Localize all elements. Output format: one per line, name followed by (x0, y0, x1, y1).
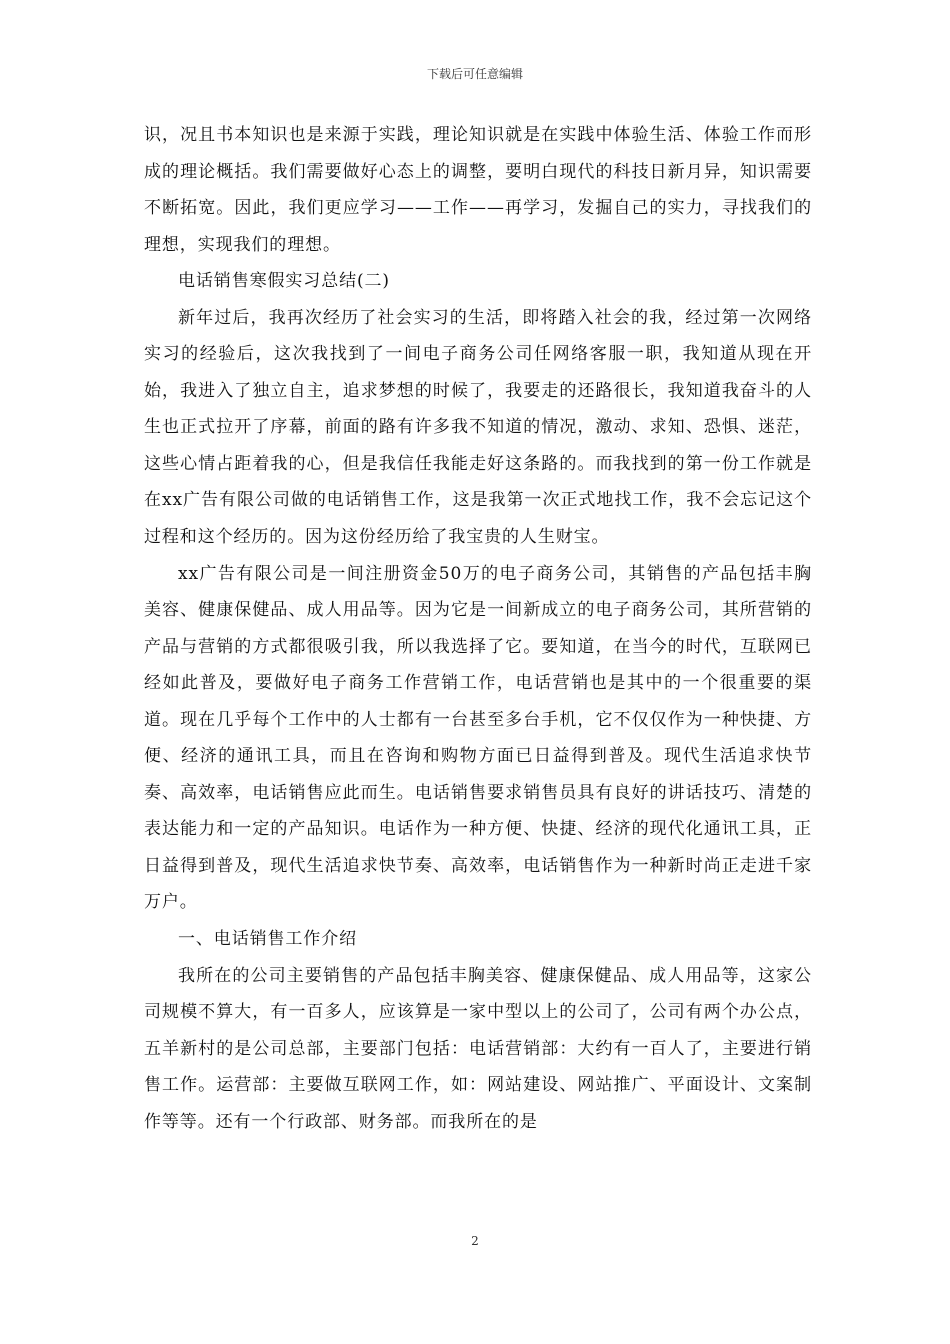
section-title: 电话销售寒假实习总结(二) (178, 271, 390, 292)
paragraph: 新年过后，我再次经历了社会实习的生活，即将踏入社会的我，经过第一次网络实习的经验后，这次我找到了一间电子商务公司任网络客服一职，我知道从现在开始，我进入了独立自主，追求梦想的时候了，我要走的还路很长，我知道我奋斗的人生也正式拉开了序幕，前面的路有许多我不知道的情况，激动、求知、恐惧、迷茫，这些心情占距着我的心，但是我信任我能走好这条路的。而我找到的第一份工作就是在xx广告有限公司做的电话销售工作，这是我第一次正式地找工作，我不会忘记这个过程和这个经历的。因为这份经历给了我宝贵的人生财宝。 (144, 307, 812, 548)
page-header (0, 66, 950, 82)
paragraph-continuation: 识，况且书本知识也是来源于实践，理论知识就是在实践中体验生活、体验工作而形成的理论概括。我们需要做好心态上的调整，要明白现代的科技日新月异，知识需要不断拓宽。因此，我们更应学习——工作——再学习，发掘自己的实力，寻找我们的理想，实现我们的理想。 (144, 125, 812, 255)
section-heading: 一、电话销售工作介绍 (178, 929, 357, 950)
document-body (144, 117, 812, 1140)
page-number: 2 (471, 1234, 479, 1248)
paragraph: xx广告有限公司是一间注册资金50万的电子商务公司，其销售的产品包括丰胸美容、健康保健品、成人用品等。因为它是一间新成立的电子商务公司，其所营销的产品与营销的方式都很吸引我，所以我选择了它。要知道，在当今的时代，互联网已经如此普及，要做好电子商务工作营销工作，电话营销也是其中的一个很重要的渠道。现在几乎每个工作中的人士都有一台甚至多台手机，它不仅仅作为一种快捷、方便、经济的通讯工具，而且在咨询和购物方面已日益得到普及。现代生活追求快节奏、高效率，电话销售应此而生。电话销售要求销售员具有良好的讲话技巧、清楚的表达能力和一定的产品知识。电话作为一种方便、快捷、经济的现代化通讯工具，正日益得到普及，现代生活追求快节奏、高效率，电话销售作为一种新时尚正走进千家万户。 (144, 563, 812, 913)
header-text: 下载后可任意编辑 (426, 67, 523, 81)
page-footer (0, 1233, 950, 1249)
paragraph: 我所在的公司主要销售的产品包括丰胸美容、健康保健品、成人用品等，这家公司规模不算大，有一百多人，应该算是一家中型以上的公司了，公司有两个办公点，五羊新村的是公司总部，主要部门包括：电话营销部：大约有一百人了，主要进行销售工作。运营部：主要做互联网工作，如：网站建设、网站推广、平面设计、文案制作等等。还有一个行政部、财务部。而我所在的是 (144, 965, 812, 1132)
